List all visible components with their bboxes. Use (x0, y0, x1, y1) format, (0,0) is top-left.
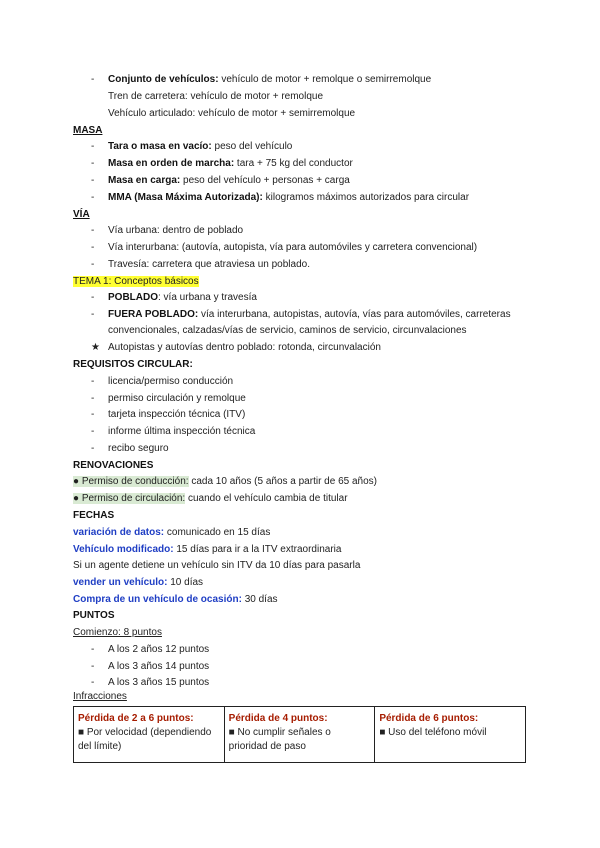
table-cell (74, 707, 225, 763)
section-heading-tema1 (73, 276, 199, 288)
term: Masa en carga: (108, 175, 181, 186)
list-item (108, 309, 511, 321)
renovacion-item (73, 493, 348, 505)
definition: kilogramos máximos autorizados para circular (262, 192, 470, 203)
list-item (108, 158, 353, 170)
definition: cuando el vehículo cambia de titular (185, 493, 348, 504)
term: Compra de un vehículo de ocasión: (73, 594, 242, 605)
list-dash: - (91, 259, 95, 270)
list-dash: - (91, 242, 95, 253)
definition: 30 días (241, 594, 278, 605)
list-dash: - (91, 677, 95, 688)
cell-line: ■ Uso del teléfono móvil (379, 727, 487, 738)
star-icon: ★ (91, 342, 100, 353)
list-dash: - (91, 376, 95, 387)
list-dash: - (91, 409, 95, 420)
list-dash: - (91, 225, 95, 236)
cell-title: Pérdida de 2 a 6 puntos: (78, 713, 194, 724)
list-dash: - (91, 661, 95, 672)
list-item-text: Tren de carretera: vehículo de motor + remolque (108, 91, 324, 102)
definition: vía interurbana, autopistas, autovía, vías para automóviles, carreteras (198, 309, 511, 320)
cell-line: del límite) (78, 741, 122, 752)
list-dash: - (91, 309, 95, 320)
term: Vehículo modificado: (73, 544, 174, 555)
list-dash: - (91, 158, 95, 169)
comienzo-label: Comienzo: 8 puntos (73, 627, 162, 638)
section-heading-renovaciones: RENOVACIONES (73, 460, 154, 471)
definition: vehículo de motor + remolque o semirremolque (218, 74, 432, 85)
list-dash: - (91, 443, 95, 454)
list-item (108, 175, 350, 187)
section-heading-via: VÍA (73, 209, 90, 220)
list-dash: - (91, 426, 95, 437)
list-dash: - (91, 192, 95, 203)
fecha-item (73, 594, 278, 606)
list-dash: - (91, 175, 95, 186)
list-item-continuation: convencionales, calzadas/vías de servicio, caminos de servicio, circunvalaciones (108, 325, 467, 336)
term: Masa en orden de marcha: (108, 158, 235, 169)
list-item-text: permiso circulación y remolque (108, 393, 246, 404)
definition: tara + 75 kg del conductor (234, 158, 353, 169)
list-item-text: Autopistas y autovías dentro poblado: rotonda, circunvalación (108, 342, 381, 353)
section-heading-masa: MASA (73, 125, 103, 136)
list-dash: - (91, 141, 95, 152)
definition: 10 días (167, 577, 204, 588)
list-item (108, 192, 469, 204)
list-item-text: A los 3 años 15 puntos (108, 677, 210, 688)
table-cell (224, 707, 375, 763)
fecha-item (73, 527, 270, 539)
cell-line: ■ No cumplir señales o (228, 727, 331, 738)
definition: peso del vehículo (211, 141, 293, 152)
definition: cada 10 años (5 años a partir de 65 años) (188, 476, 378, 487)
term: Tara o masa en vacío: (108, 141, 212, 152)
term: POBLADO (108, 292, 158, 303)
cell-title: Pérdida de 4 puntos: (228, 713, 328, 724)
list-item (108, 74, 431, 86)
list-item-text: licencia/permiso conducción (108, 376, 234, 387)
list-item-text: Vía urbana: dentro de poblado (108, 225, 244, 236)
list-item-text: informe última inspección técnica (108, 426, 256, 437)
list-dash: - (91, 292, 95, 303)
fecha-item-text: Si un agente detiene un vehículo sin ITV da 10 días para pasarla (73, 560, 361, 571)
renovacion-item (73, 476, 377, 488)
fecha-item (73, 544, 341, 556)
list-item-text: A los 3 años 14 puntos (108, 661, 210, 672)
definition: : vía urbana y travesía (158, 292, 257, 303)
infracciones-label: Infracciones (73, 691, 127, 702)
section-heading-puntos: PUNTOS (73, 610, 115, 621)
list-item-text: Travesía: carretera que atraviesa un poblado. (108, 259, 310, 270)
highlighted-term: ● Permiso de circulación: (73, 493, 186, 504)
term: variación de datos: (73, 527, 165, 538)
term: FUERA POBLADO: (108, 309, 199, 320)
list-item-text: tarjeta inspección técnica (ITV) (108, 409, 246, 420)
cell-line: ■ Por velocidad (dependiendo (78, 727, 212, 738)
term: vender un vehículo: (73, 577, 168, 588)
list-item (108, 292, 257, 304)
list-item-text: Vía interurbana: (autovía, autopista, vía para automóviles y carretera convencional) (108, 242, 478, 253)
cell-title: Pérdida de 6 puntos: (379, 713, 479, 724)
table-cell (375, 707, 526, 763)
list-item-text: Vehículo articulado: vehículo de motor + semirremolque (108, 108, 356, 119)
highlighted-term: ● Permiso de conducción: (73, 476, 189, 487)
list-item (108, 141, 292, 153)
table-row (74, 707, 526, 763)
section-heading-requisitos: REQUISITOS CIRCULAR: (73, 359, 193, 370)
list-dash: - (91, 644, 95, 655)
term: MMA (Masa Máxima Autorizada): (108, 192, 263, 203)
list-dash: - (91, 74, 95, 85)
highlighted-heading: TEMA 1: Conceptos básicos (73, 276, 199, 287)
section-heading-fechas: FECHAS (73, 510, 115, 521)
fecha-item (73, 577, 203, 589)
list-item-text: A los 2 años 12 puntos (108, 644, 210, 655)
cell-line: prioridad de paso (228, 741, 306, 752)
definition: peso del vehículo + personas + carga (180, 175, 350, 186)
list-dash: - (91, 393, 95, 404)
list-item-text: recibo seguro (108, 443, 169, 454)
infracciones-table (73, 706, 526, 763)
definition: comunicado en 15 días (164, 527, 271, 538)
term: Conjunto de vehículos: (108, 74, 219, 85)
definition: 15 días para ir a la ITV extraordinaria (173, 544, 342, 555)
